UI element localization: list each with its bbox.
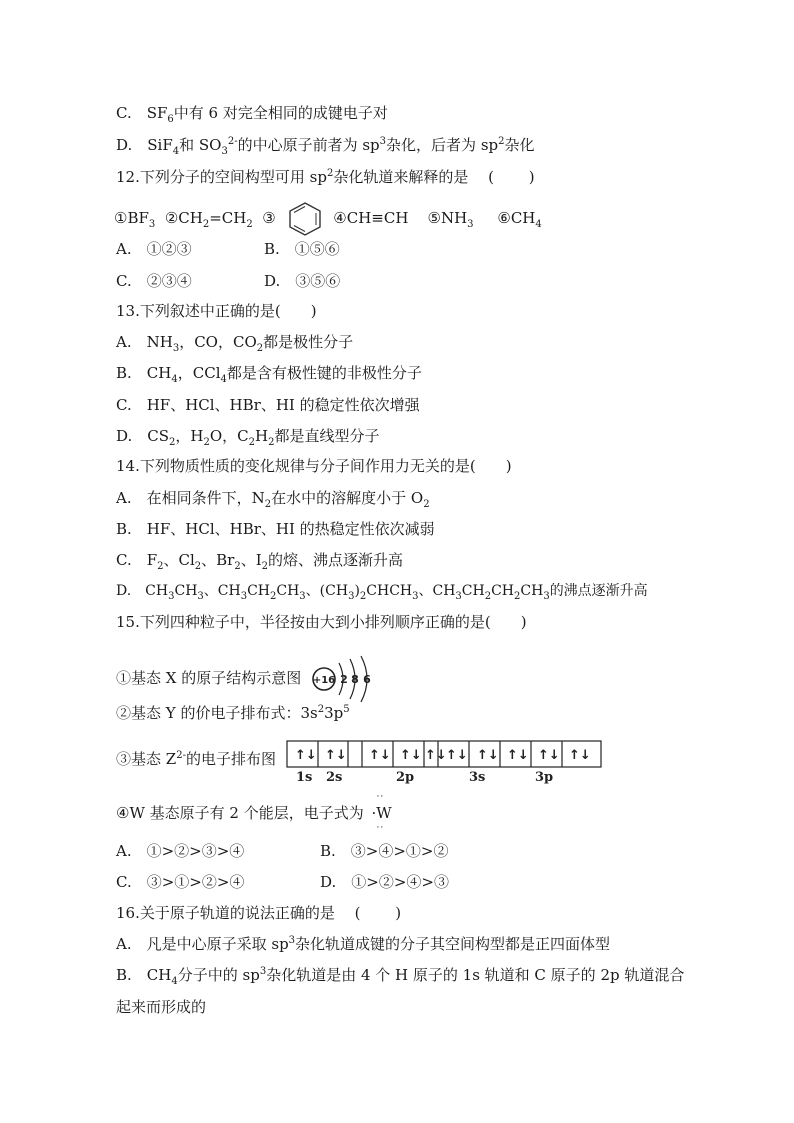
- q15-stem: 15.下列四种粒子中，半径按由大到小排列顺序正确的是( ): [116, 613, 527, 631]
- orbital-diagram: [286, 740, 602, 784]
- q13-option-b: B. $CH_4$，CCl$_4$都是含有极性键的非极性分子: [116, 364, 422, 385]
- svg-text:↑↓: ↑↓: [325, 748, 347, 763]
- q14-option-d: D. $CH_3CH_3$、$CH_3CH_2CH_3$、$(CH_3)_2CHCH_3$、$CH_3CH_2CH_2CH_3$的沸点逐渐升高: [116, 583, 648, 602]
- q15-item-2: ②基态 Y 的价电子排布式：$3s^23p^5$: [116, 704, 350, 722]
- q13-option-a: A. $NH_3$，CO，$CO_2$都是极性分子: [116, 333, 354, 354]
- q12-option-c: C. ②③④: [116, 272, 192, 290]
- q15-option-a: A. ①>②>③>④: [116, 842, 245, 860]
- q14-option-c: C. $F_2$、$Cl_2$、$Br_2$、$I_2$的熔、沸点逐渐升高: [116, 551, 404, 572]
- q16-option-b-continued: 起来而形成的: [116, 998, 207, 1016]
- q15-option-c: C. ③>①>②>④: [116, 873, 245, 891]
- q14-stem: 14.下列物质性质的变化规律与分子间作用力无关的是( ): [116, 457, 512, 475]
- svg-text:↑↓: ↑↓: [569, 748, 591, 763]
- svg-text:↑↓: ↑↓: [477, 748, 499, 763]
- q12-option-b: B. ①⑤⑥: [264, 240, 340, 258]
- q11-option-c: C. $SF_6$中有 6 对完全相同的成键电子对: [116, 104, 388, 125]
- q13-option-d: D. $CS_2$，$H_2O$，$C_2H_2$都是直线型分子: [116, 427, 380, 448]
- atom-shell-2: 8: [351, 673, 359, 686]
- orbital-label-1s: 1s: [296, 770, 313, 784]
- q11-option-d: D. SiF$_4$和 $SO_3^{2-}$的中心原子前者为 $sp^3$杂化，后者为 $sp^2$杂化: [116, 136, 535, 157]
- svg-text:↑↓: ↑↓: [295, 748, 317, 763]
- orbital-label-2s: 2s: [326, 770, 343, 784]
- q12-stem: 12.下列分子的空间构型可用 $sp^2$杂化轨道来解释的是 ( ): [116, 168, 535, 186]
- electron-dots-top: ··: [376, 792, 385, 802]
- q15-item-1: ①基态 X 的原子结构示意图 +16 2 8 6: [116, 655, 382, 703]
- orbital-label-3s: 3s: [469, 770, 486, 784]
- q15-option-d: D. ①>②>④>③: [320, 873, 449, 891]
- svg-text:↑↓: ↑↓: [446, 748, 468, 763]
- q16-option-b: B. $CH_4$分子中的 $sp^3$杂化轨道是由 4 个 H 原子的 1s 轨道和 C 原子的 2p 轨道混合: [116, 966, 685, 987]
- q14-option-a: A. 在相同条件下，$N_2$在水中的溶解度小于 $O_2$: [116, 489, 430, 510]
- benzene-ring-icon: [285, 200, 325, 238]
- atom-nucleus-label: +16: [312, 675, 336, 686]
- q15-option-b: B. ③>④>①>②: [320, 842, 449, 860]
- svg-text:↑↓: ↑↓: [425, 748, 447, 763]
- q12-option-d: D. ③⑤⑥: [264, 272, 341, 290]
- svg-text:↑↓: ↑↓: [507, 748, 529, 763]
- atom-structure-diagram: [310, 655, 382, 703]
- q13-stem: 13.下列叙述中正确的是( ): [116, 302, 317, 320]
- q16-stem: 16.关于原子轨道的说法正确的是 ( ): [116, 904, 402, 922]
- orbital-label-3p: 3p: [535, 770, 554, 784]
- electron-dots-bottom: ··: [376, 823, 385, 833]
- svg-text:↑↓: ↑↓: [538, 748, 560, 763]
- q12-items: $①BF_3$ $②CH_2=CH_2$ ③ ④CH≡CH $⑤NH_3$ $⑥CH_4$: [114, 200, 542, 238]
- q13-option-c: C. HF、HCl、HBr、HI 的稳定性依次增强: [116, 396, 420, 414]
- atom-shell-1: 2: [340, 673, 348, 686]
- q14-option-b: B. HF、HCl、HBr、HI 的热稳定性依次减弱: [116, 520, 435, 538]
- q15-item-4: ④W 基态原子有 2 个能层，电子式为 ·· ·W ··: [116, 792, 392, 833]
- orbital-label-2p: 2p: [396, 770, 415, 784]
- atom-shell-3: 6: [363, 673, 371, 686]
- svg-text:↑↓: ↑↓: [369, 748, 391, 763]
- q15-item-3: ③基态 $Z^{2-}$的电子排布图: [116, 750, 276, 768]
- electron-dot-formula: ·· ·W ··: [371, 792, 392, 833]
- svg-text:↑↓: ↑↓: [400, 748, 422, 763]
- q12-option-a: A. ①②③: [116, 240, 192, 258]
- q16-option-a: A. 凡是中心原子采取 $sp^3$杂化轨道成键的分子其空间构型都是正四面体型: [116, 935, 611, 953]
